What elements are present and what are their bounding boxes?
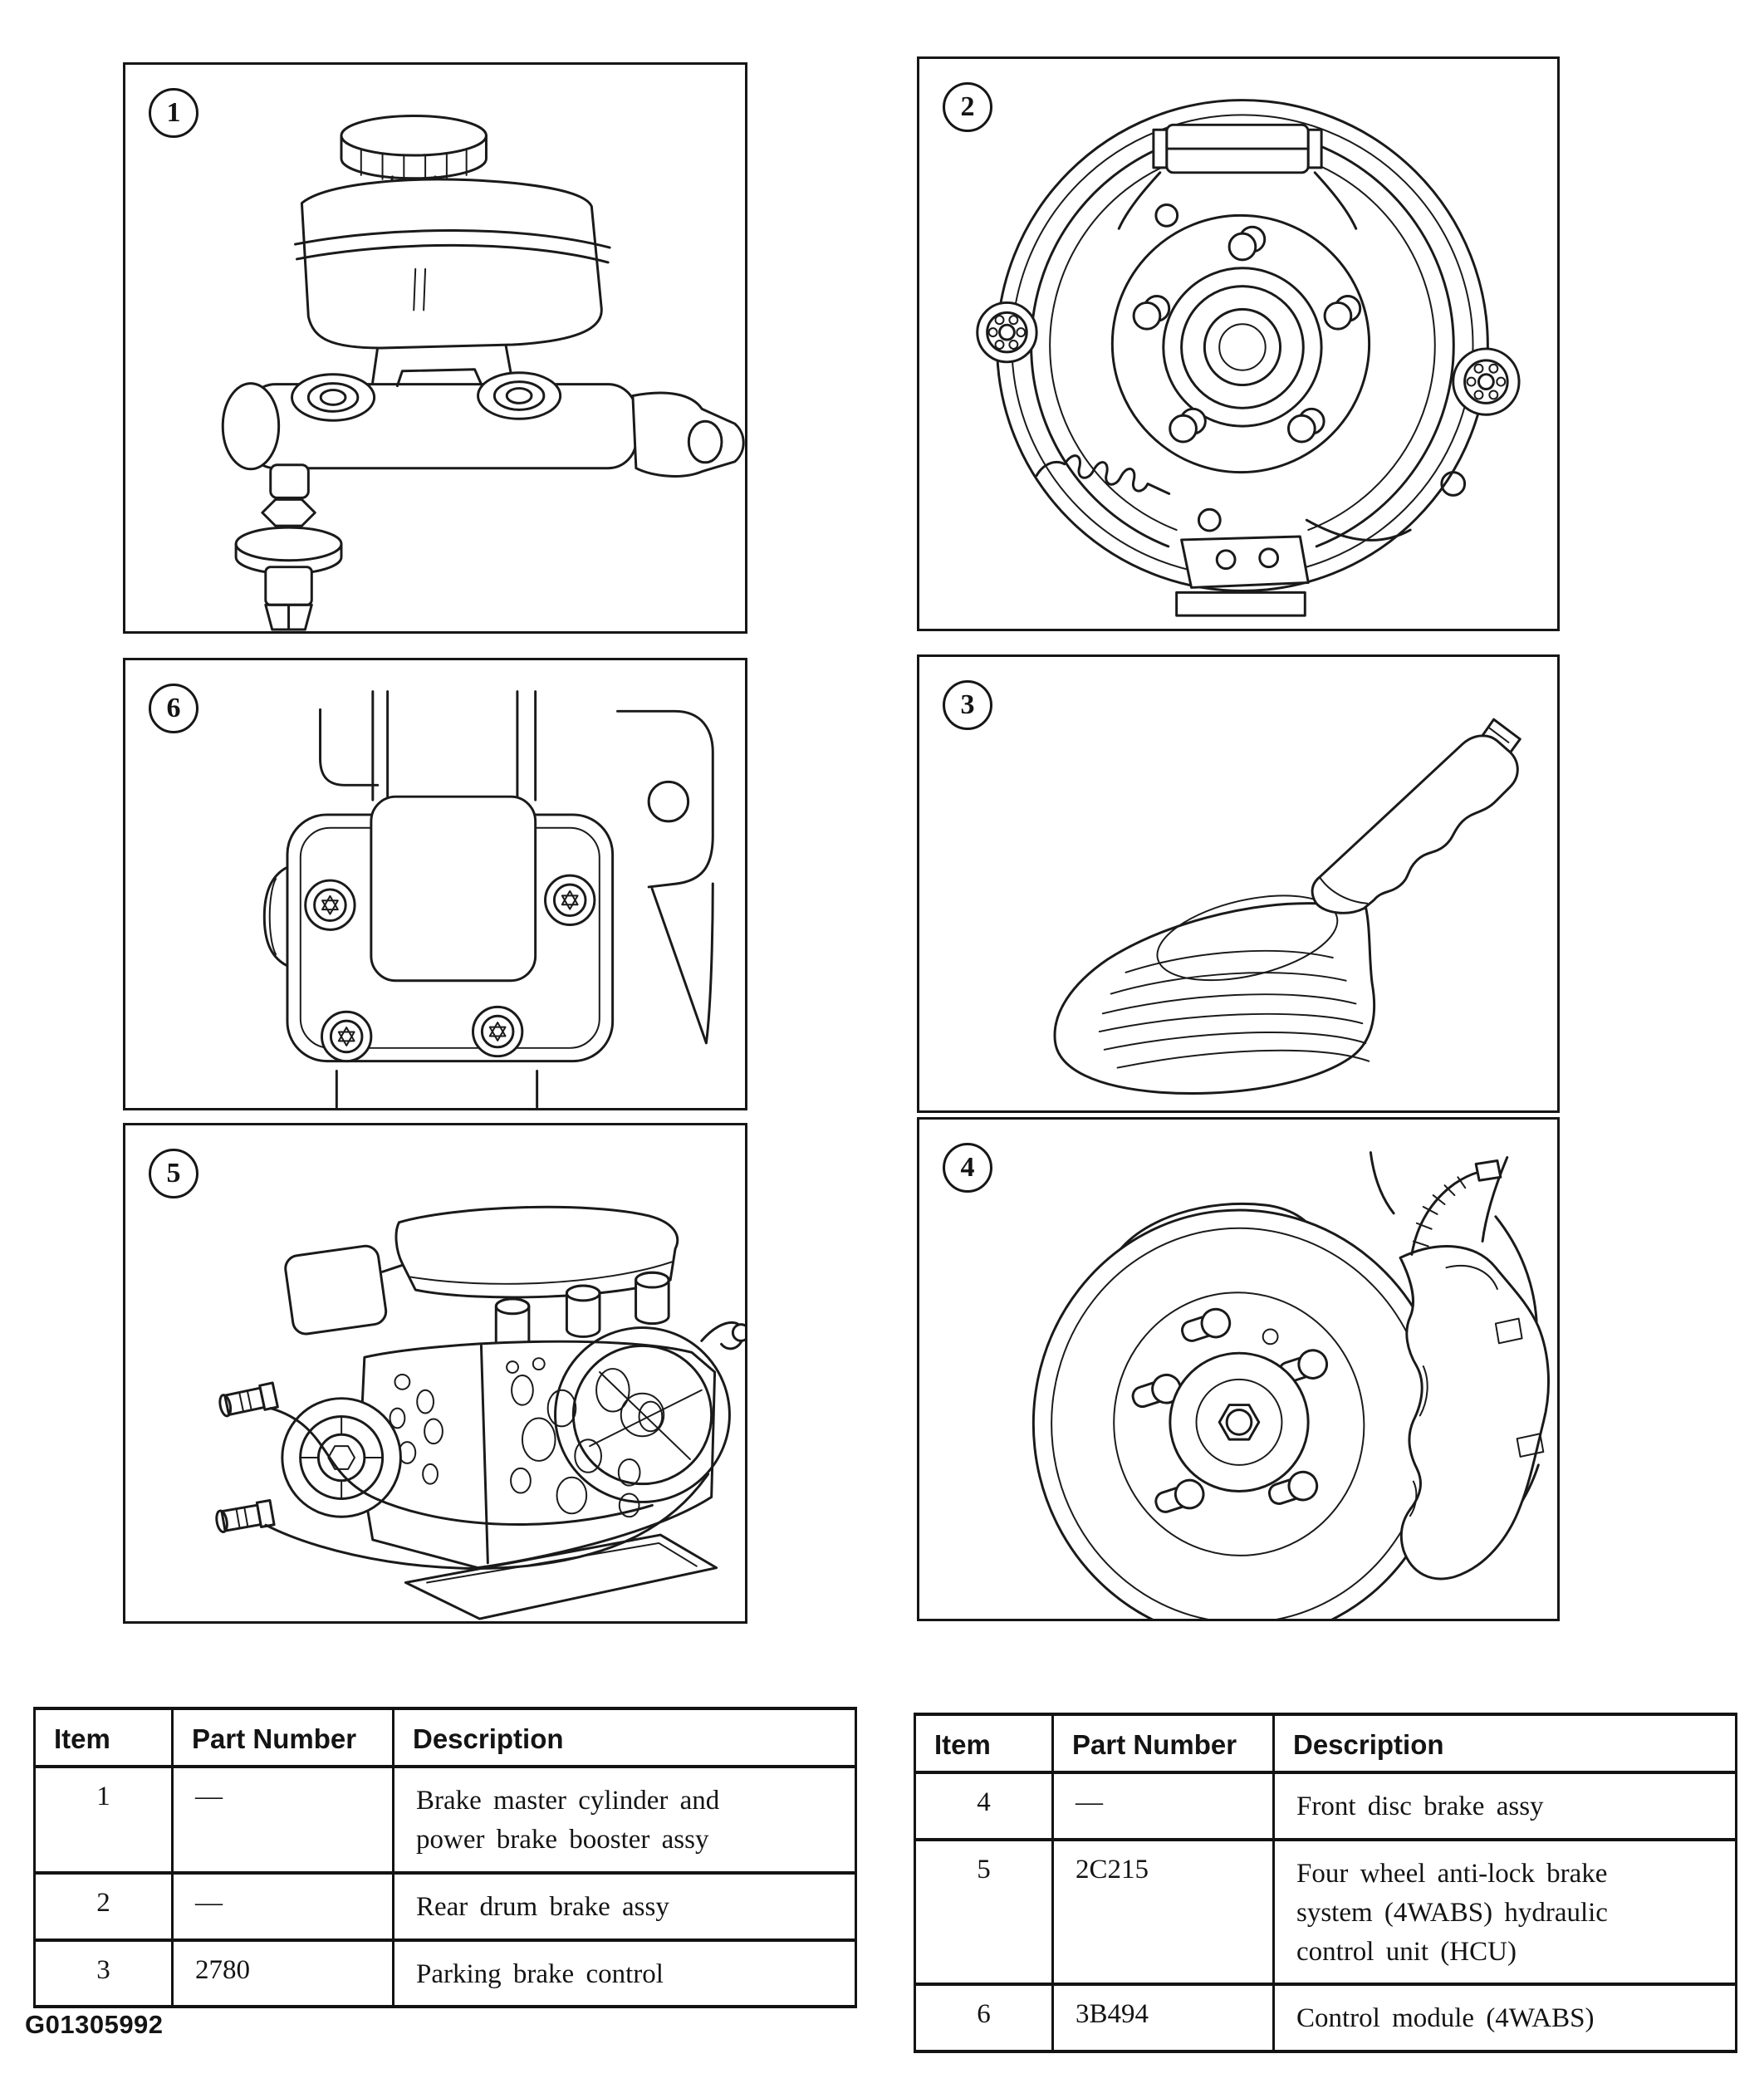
panel-number-badge: 2 xyxy=(943,82,992,132)
bearing-cap xyxy=(1453,349,1519,414)
hcu-drawing xyxy=(125,1125,745,1621)
panel-number-badge: 5 xyxy=(149,1149,198,1198)
handle-grip xyxy=(1312,719,1520,913)
adjuster-wheel xyxy=(978,302,1036,361)
parts-table-right xyxy=(914,1713,1737,2053)
column-header-part-number: Part Number xyxy=(173,1708,394,1767)
wheel-cylinder xyxy=(1119,125,1356,228)
table-header-row xyxy=(35,1708,856,1767)
cell-part-number: 2C215 xyxy=(1053,1840,1274,1985)
description-text: Parking brake control xyxy=(416,1958,664,1989)
cell-item: 5 xyxy=(915,1840,1053,1985)
rear-drum-brake-drawing xyxy=(919,59,1557,629)
description-text: Front disc brake assy xyxy=(1296,1791,1544,1821)
cell-description xyxy=(394,1873,856,1940)
column-header-description: Description xyxy=(394,1708,856,1767)
table-row xyxy=(915,1772,1737,1840)
cell-part-number: 3B494 xyxy=(1053,1984,1274,2051)
cell-description xyxy=(1274,1840,1737,1985)
cell-part-number: — xyxy=(1053,1772,1274,1840)
table-row xyxy=(915,1840,1737,1985)
cell-item: 1 xyxy=(35,1767,173,1873)
cell-part-number: 2780 xyxy=(173,1940,394,2007)
table-header-row xyxy=(915,1714,1737,1772)
panel-front-disc-brake xyxy=(917,1117,1560,1621)
panel-master-cylinder xyxy=(123,62,747,634)
front-disc-brake-drawing xyxy=(919,1120,1557,1619)
control-module-drawing xyxy=(125,660,745,1108)
column-header-description: Description xyxy=(1274,1714,1737,1772)
cell-item: 3 xyxy=(35,1940,173,2007)
return-spring xyxy=(1036,456,1169,494)
cell-item: 6 xyxy=(915,1984,1053,2051)
cell-description xyxy=(394,1940,856,2007)
panel-hcu xyxy=(123,1123,747,1624)
brake-hose xyxy=(1412,1161,1501,1255)
mounting-bracket xyxy=(618,711,713,1043)
pump-pulley xyxy=(282,1399,401,1517)
description-text: Brake master cylinder and power brake booster assy xyxy=(416,1786,720,1855)
panel-control-module xyxy=(123,658,747,1110)
master-cylinder-drawing xyxy=(125,65,745,631)
column-header-part-number: Part Number xyxy=(1053,1714,1274,1772)
panel-number-badge: 6 xyxy=(149,684,198,733)
panel-number-badge: 1 xyxy=(149,88,198,138)
table-row xyxy=(35,1940,856,2007)
panel-number-badge: 4 xyxy=(943,1143,992,1193)
parts-table-left xyxy=(33,1707,857,2008)
module-housing xyxy=(264,796,612,1107)
boot xyxy=(1055,880,1374,1093)
cell-description xyxy=(394,1767,856,1873)
tube-fittings xyxy=(215,1383,278,1534)
valve-block xyxy=(360,1341,715,1567)
panel-parking-brake-control xyxy=(917,654,1560,1113)
cell-part-number: — xyxy=(173,1873,394,1940)
column-header-item: Item xyxy=(35,1708,173,1767)
connector-block xyxy=(284,1244,388,1336)
figure-code: G01305992 xyxy=(25,2010,164,2039)
cell-item: 4 xyxy=(915,1772,1053,1840)
description-text: Control module (4WABS) xyxy=(1296,2003,1595,2034)
fluid-reservoir xyxy=(295,179,610,348)
column-header-item: Item xyxy=(915,1714,1053,1772)
cell-part-number: — xyxy=(173,1767,394,1873)
description-text: Rear drum brake assy xyxy=(416,1891,669,1922)
table-row xyxy=(35,1873,856,1940)
cell-item: 2 xyxy=(35,1873,173,1940)
pressure-sensor xyxy=(236,465,341,630)
cell-description xyxy=(1274,1984,1737,2051)
table-row xyxy=(915,1984,1737,2051)
table-row xyxy=(35,1767,856,1873)
cell-description xyxy=(1274,1772,1737,1840)
panel-number-badge: 3 xyxy=(943,680,992,730)
description-text: Four wheel anti-lock brake system (4WABS) hydraulic control unit (HCU) xyxy=(1296,1858,1608,1967)
panel-rear-drum-brake xyxy=(917,56,1560,631)
caliper xyxy=(1400,1247,1548,1579)
parking-brake-drawing xyxy=(919,657,1557,1110)
cylinder-body xyxy=(223,346,743,476)
